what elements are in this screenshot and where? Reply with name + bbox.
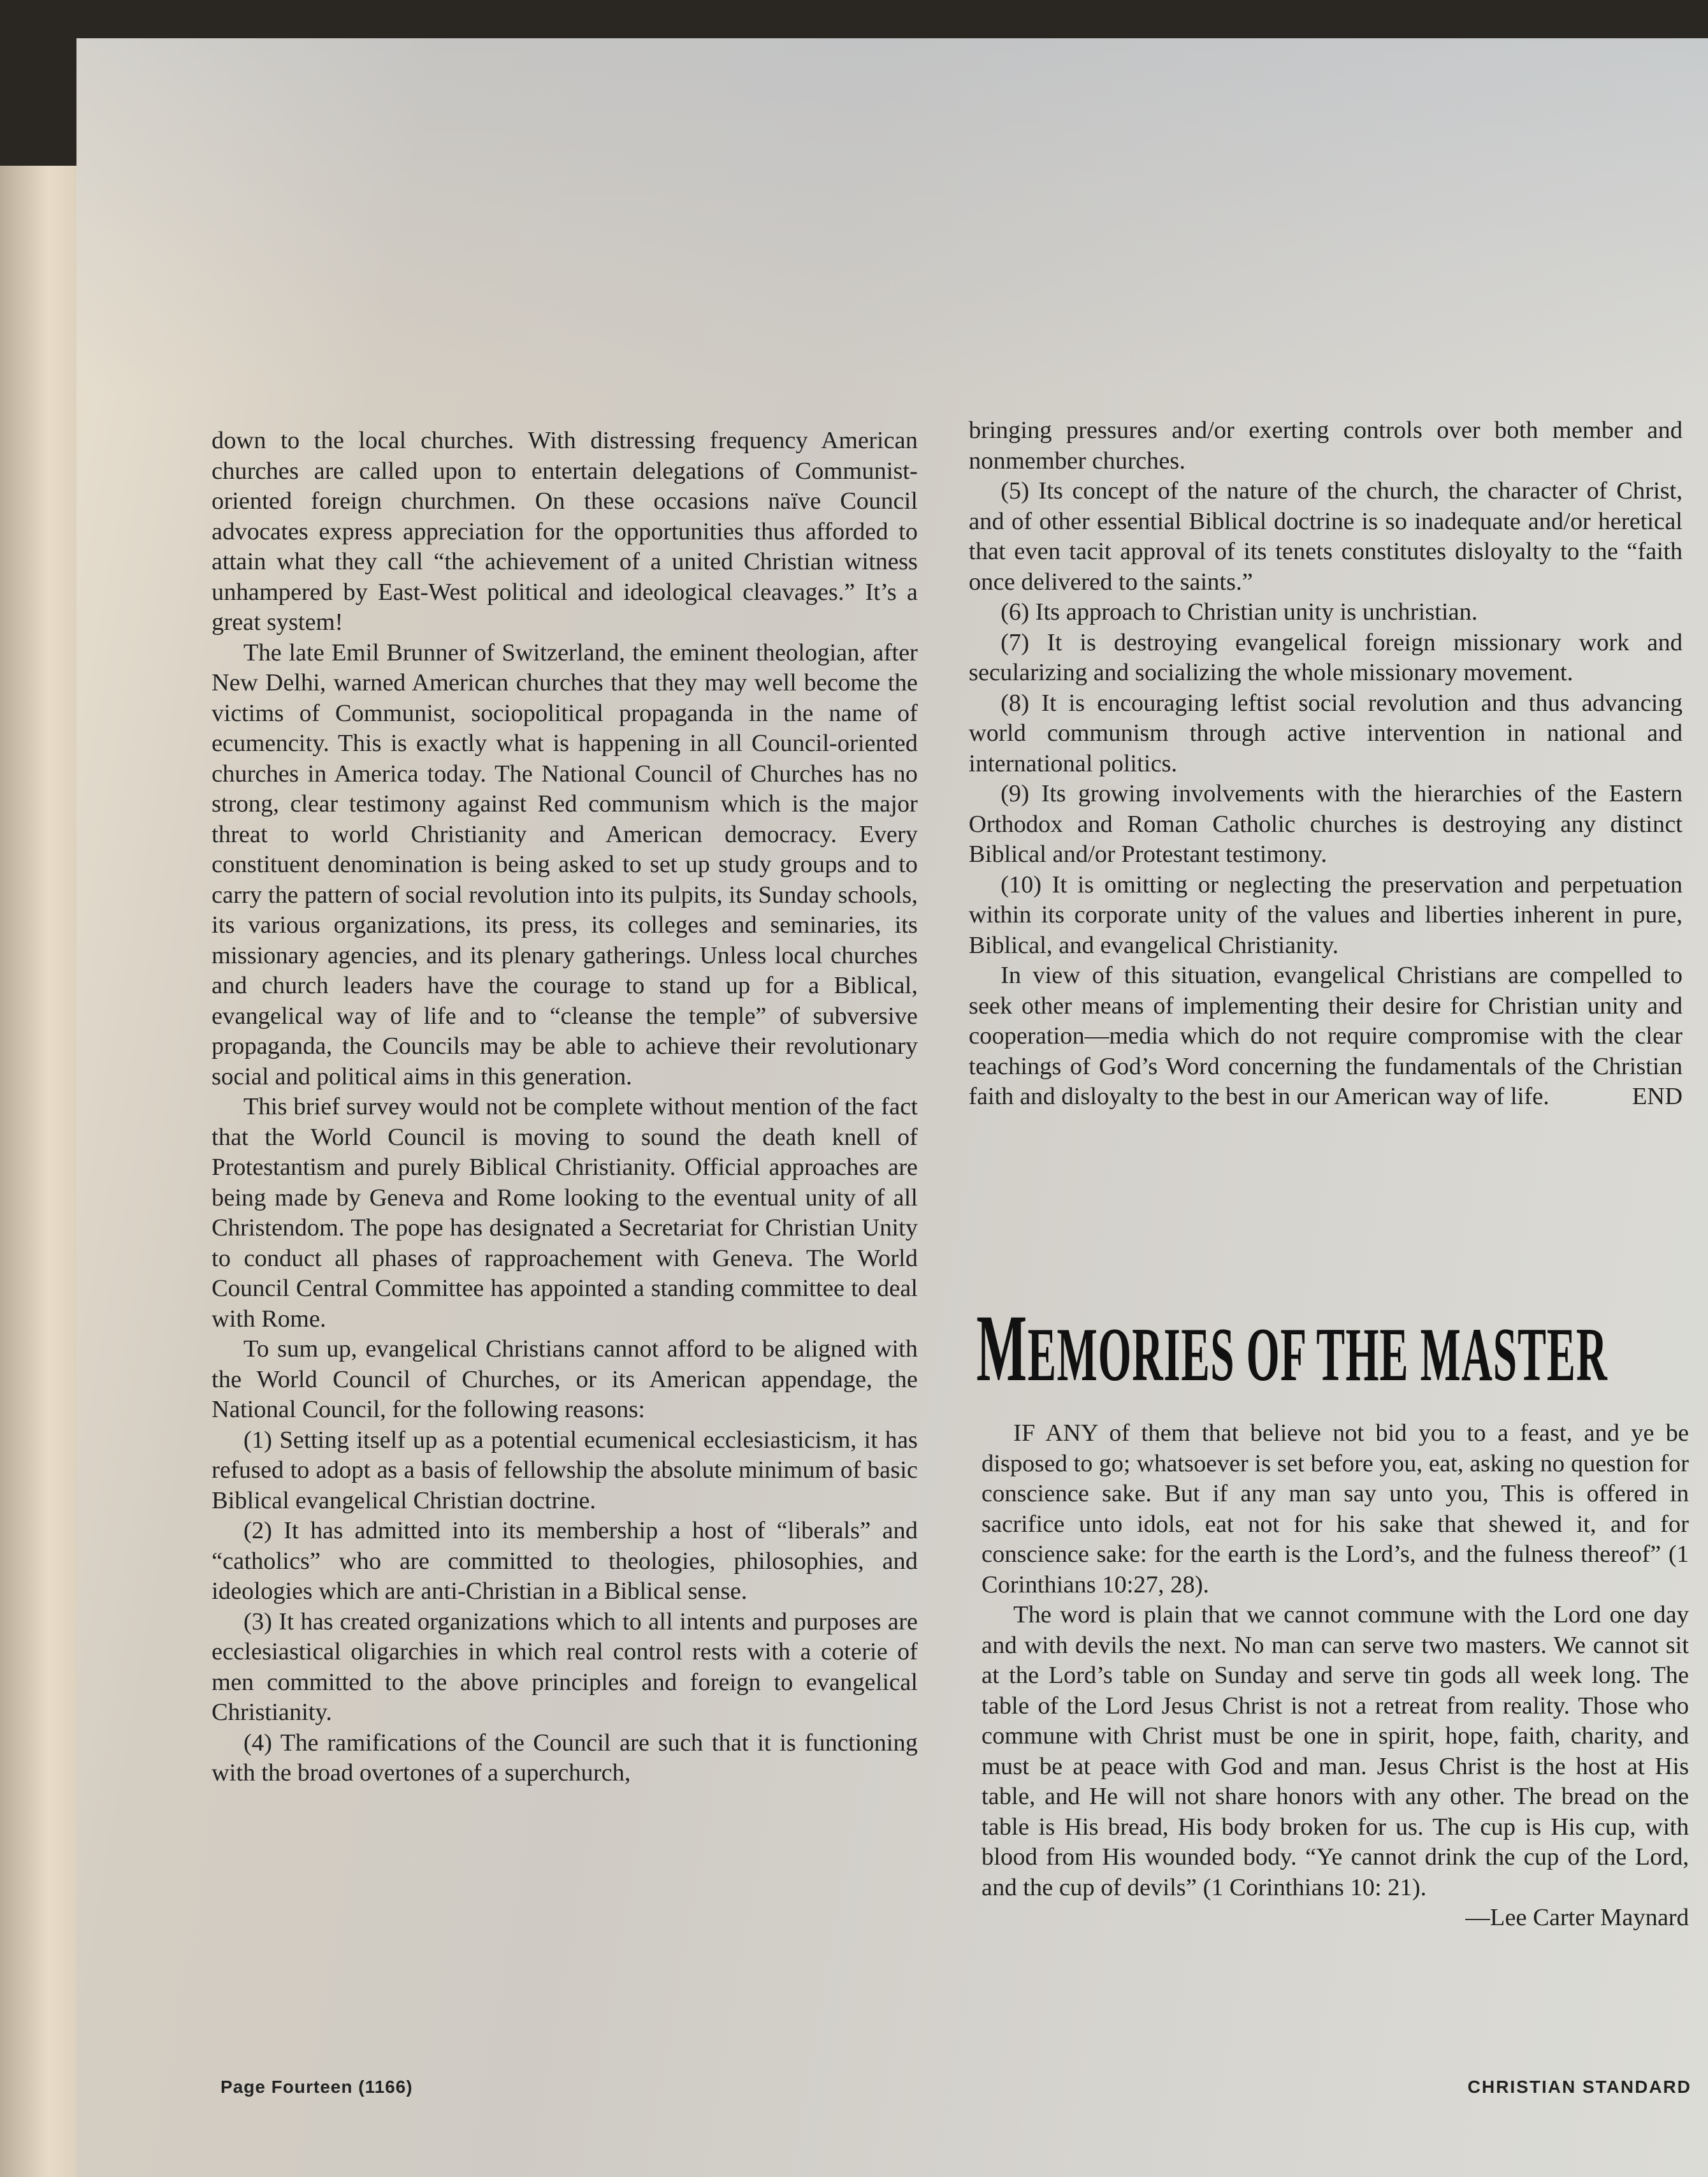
page-number: Page Fourteen (1166) [221, 2077, 413, 2097]
paragraph: This brief survey would not be complete without mention of the fact that the World Council is moving to sound the death knell of Protestantism and purely Biblical Christianity. Official approaches are being made by Geneva and Rome looking to the eventual unity of all Christendom. The pope has designated a Secretariat for Christian Unity to conduct all phases of rapproachement with Geneva. The World Council Central Committee has appointed a standing committee to deal with Rome. [212, 1093, 918, 1332]
paragraph [969, 961, 1683, 1112]
paragraph: (5) Its concept of the nature of the church, the character of Christ, and of other essential Biblical doctrine is so inadequate and/or heretical that even tacit approval of its tenets constitutes disloyalty to the “faith once delivered to the saints.” [969, 477, 1683, 595]
page-edge [0, 166, 89, 2177]
paragraph: IF ANY of them that believe not bid you to a feast, and ye be disposed to go; whatsoever is set before you, eat, asking no question for conscience sake. But if any man say unto you, This is offered in sacrifice unto idols, eat not for his sake that shewed it, and for conscience sake: for the earth is the Lord’s, and the fulness thereof” (1 Corinthians 10:27, 28). [981, 1420, 1689, 1598]
paragraph: (2) It has admitted into its membership a host of “liberals” and “catholics” who are committed to theologies, philosophies, and ideologies which are anti-Christian in a Biblical sense. [212, 1517, 918, 1605]
paragraph: To sum up, evangelical Christians cannot afford to be aligned with the World Council of Churches, or its American appendage, the National Council, for the following reasons: [212, 1336, 918, 1423]
heading-initial: M [976, 1295, 1028, 1401]
paragraph: (1) Setting itself up as a potential ecumenical ecclesiasticism, it has refused to adopt as a basis of fellowship the absolute minimum of basic Biblical evangelical Christian doctrine. [212, 1426, 918, 1514]
heading-rest: EMORIES OF THE MASTER [1027, 1312, 1608, 1397]
paragraph: (7) It is destroying evangelical foreign missionary work and secularizing and socializing the whole missionary movement. [969, 629, 1683, 686]
paragraph: (6) Its approach to Christian unity is unchristian. [1001, 599, 1478, 625]
left-article-column [212, 426, 918, 1789]
paragraph: The word is plain that we cannot commune with the Lord one day and with devils the next. No man can serve two masters. We cannot sit at the Lord’s table on Sunday and serve tin gods all week long. The table of the Lord Jesus Christ is not a retreat from reality. Those who commune with Christ must be one in spirit, hope, faith, charity, and must be at peace with God and man. Jesus Christ is the host at His table, and He will not share honors with any other. The bread on the table is His bread, His body broken for us. The cup is His cup, with blood from His wounded body. “Ye cannot drink the cup of the Lord, and the cup of devils” (1 Corinthians 10: 21). [981, 1601, 1689, 1901]
end-mark: END [1632, 1083, 1683, 1110]
paragraph: down to the local churches. With distressing frequency American churches are called upon to entertain delegations of Communist-oriented foreign churchmen. On these occasions naïve Council advocates express appreciation for the opportunities thus afforded to attain what they call “the achievement of a united Christian witness unhampered by East-West political and ideological cleavages.” It’s a great system! [212, 427, 918, 636]
paragraph: The late Emil Brunner of Switzerland, the eminent theologian, after New Delhi, warned American churches that they may well become the victims of Communist, sociopolitical propaganda in the name of ecumencity. This is exactly what is happening in all Council-oriented churches in America today. The National Council of Churches has no strong, clear testimony against Red communism which is the major threat to world Christianity and American democracy. Every constituent denomination is being asked to set up study groups and to carry the pattern of social revolution into its pulpits, its Sunday schools, its various organizations, its press, its colleges and seminaries, its missionary agencies, and its plenary gatherings. Unless local churches and church leaders have the courage to stand up for a Biblical, evangelical way of life and to “cleanse the temple” of subversive propaganda, the Councils may be able to achieve their revolutionary social and political aims in this generation. [212, 639, 918, 1090]
paragraph: bringing pressures and/or exerting controls over both member and nonmember churches. [969, 417, 1683, 474]
paragraph: (8) It is encouraging leftist social revolution and thus advancing world communism through active intervention in national and international politics. [969, 689, 1683, 777]
paragraph: (3) It has created organizations which to all intents and purposes are ecclesiastical oligarchies in which real control rests with a coterie of men committed to the above principles and foreign to evangelical Christianity. [212, 1608, 918, 1726]
paragraph: (10) It is omitting or neglecting the preservation and perpetuation within its corporate unity of the values and liberties inherent in pure, Biblical, and evangelical Christianity. [969, 871, 1683, 959]
memories-column [981, 1418, 1689, 1933]
right-article-column [969, 416, 1683, 1112]
paragraph: (4) The ramifications of the Council are such that it is functioning with the broad overtones of a superchurch, [212, 1729, 918, 1786]
paragraph: (9) Its growing involvements with the hierarchies of the Eastern Orthodox and Roman Catholic churches is destroying any distinct Biblical and/or Protestant testimony. [969, 780, 1683, 868]
section-heading [976, 1294, 1608, 1402]
publication-name: CHRISTIAN STANDARD [1467, 2077, 1691, 2097]
paragraph-text: In view of this situation, evangelical Christians are compelled to seek other means of implementing their desire for Christian unity and cooperation—media which do not require compromise with the clear teachings of God’s Word concerning the fundamentals of the Christian faith and disloyalty to the best in our American way of life. [969, 962, 1683, 1110]
author-signature: —Lee Carter Maynard [1465, 1904, 1689, 1931]
page-shadow [76, 38, 1708, 395]
